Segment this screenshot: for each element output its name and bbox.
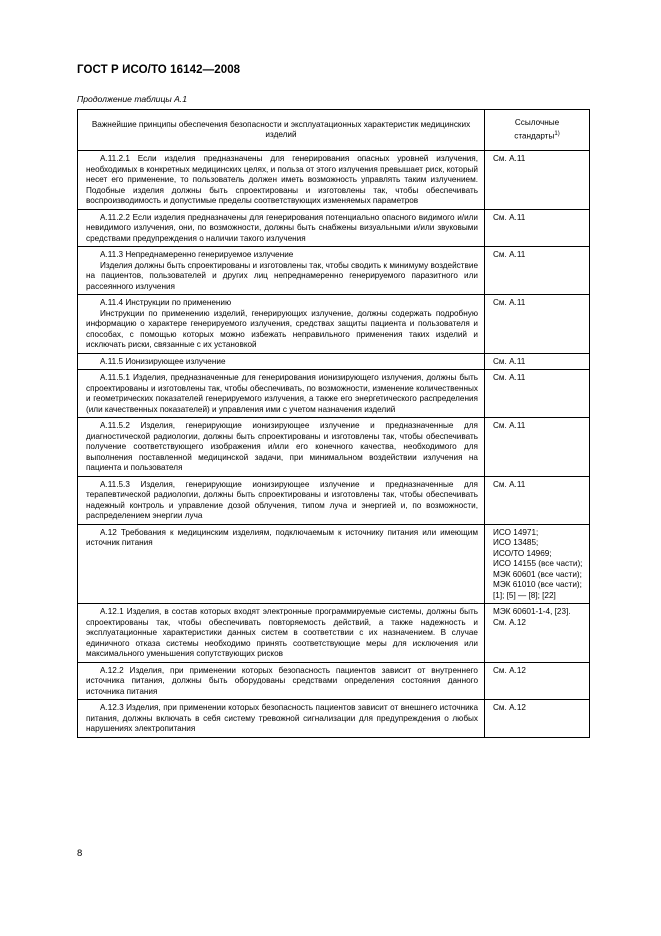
table-row — [78, 295, 590, 354]
reference-cell — [485, 353, 590, 370]
reference-cell — [485, 662, 590, 700]
header-references: Ссылочные стандарты$^{1)}$ — [485, 110, 590, 151]
reference-entry: ИСО 14155 (все части); — [493, 559, 583, 568]
reference-cell — [485, 476, 590, 524]
table-row — [78, 370, 590, 418]
requirement-paragraph: А.11.5.1 Изделия, предназначенные для генерирования ионизирующего излучения, должны быть спроектированы и изготовлены так, чтобы обеспечивать, по возможности, изменение количественных и геометрических показателей генерируемого излучения, а также его энергетического распределения (или качественных показателей) и управления ими с учетом назначения изделий — [86, 373, 478, 414]
reference-entry: См. А.11 — [493, 479, 526, 489]
header-principles: Важнейшие принципы обеспечения безопасности и эксплуатационных характеристик медицинских изделий — [78, 110, 485, 151]
table-row — [78, 604, 590, 663]
requirement-text-cell — [78, 662, 485, 700]
reference-entry: ИСО 14971; — [493, 527, 539, 537]
requirement-paragraph: А.11.4 Инструкции по применению — [100, 298, 232, 307]
page-number: 8 — [77, 848, 83, 859]
requirement-paragraph: А.11.2.1 Если изделия предназначены для генерирования опасных уровней излучения, необходимых в конкретных медицинских целях, и польза от этого излучения превышает риск, который несет его применение, то пользователь должен иметь возможность управлять таким излучением. Подобные изделия должны быть спроектированы и изготовлены так, чтобы обеспечивать воспроизводимость и допустимые пределы соответствующих изменяемых параметров — [86, 154, 478, 205]
table-row — [78, 247, 590, 295]
requirement-paragraph: А.11.2.2 Если изделия предназначены для генерирования потенциально опасного видимого и/или невидимого излучения, они, по возможности, должны быть снабжены визуальными и/или звуковыми средствами предупреждения о наличии такого излучения — [86, 212, 478, 243]
requirement-text-cell — [78, 151, 485, 210]
requirement-paragraph: Изделия должны быть спроектированы и изготовлены так, чтобы сводить к минимуму воздействие на пациентов, пользователей и других лиц непреднамеренно генерируемого паразитного или рассеянного излучения — [86, 260, 478, 291]
reference-cell — [485, 700, 590, 738]
table-row — [78, 476, 590, 524]
requirement-text-cell — [78, 604, 485, 663]
table-body — [78, 151, 590, 738]
reference-cell — [485, 604, 590, 663]
requirement-paragraph: А.11.3 Непреднамеренно генерируемое излучение — [100, 250, 294, 259]
reference-cell — [485, 524, 590, 604]
table-row — [78, 151, 590, 210]
reference-entry: См. А.12 — [493, 703, 526, 712]
requirement-paragraph: А.12.2 Изделия, при применении которых безопасность пациентов зависит от внутреннего источника питания, должны быть оборудованы средствами определения состояния данного источника питания — [86, 665, 478, 696]
requirement-text-cell — [78, 353, 485, 370]
table-row — [78, 418, 590, 477]
table-row — [78, 662, 590, 700]
requirement-text-cell — [78, 295, 485, 354]
reference-entry: МЭК 60601-1-4, [23]. — [493, 607, 571, 616]
table-row — [78, 524, 590, 604]
table-row — [78, 209, 590, 247]
requirement-paragraph: А.12.1 Изделия, в состав которых входят электронные программируемые системы, должны быть спроектированы так, чтобы обеспечивать повторяемость действий, а также надежность и эксплуатационные характеристики данных систем в соответствии с их назначением. В случае единичного отказа системы необходимо принять соответствующие меры для исключения или максимального уменьшения сопутствующих рисков — [86, 607, 478, 658]
reference-entry: [1]; [5] — [8]; [22] — [493, 590, 556, 600]
reference-entry: См. А.11 — [493, 373, 526, 382]
requirement-text-cell — [78, 700, 485, 738]
reference-entry: См. А.11 — [493, 212, 526, 222]
footnote-marker: 1) — [554, 130, 560, 137]
table-row — [78, 353, 590, 370]
reference-entry: См. А.11 — [493, 250, 526, 259]
reference-cell — [485, 370, 590, 418]
requirement-paragraph: А.11.5 Ионизирующее излучение — [100, 356, 226, 366]
table-row — [78, 700, 590, 738]
reference-entry: ИСО 13485; — [493, 538, 539, 547]
reference-entry: См. А.11 — [493, 421, 526, 430]
reference-entry: См. А.12 — [493, 617, 526, 627]
requirement-text-cell — [78, 209, 485, 247]
reference-entry: См. А.11 — [493, 356, 526, 366]
reference-entry: МЭК 61010 (все части); — [493, 580, 582, 589]
reference-entry: МЭК 60601 (все части); — [493, 569, 582, 579]
reference-entry: См. А.12 — [493, 665, 526, 675]
reference-entry: См. А.11 — [493, 298, 526, 307]
requirements-table — [77, 109, 590, 738]
requirement-text-cell — [78, 524, 485, 604]
requirement-text-cell — [78, 370, 485, 418]
requirement-text-cell — [78, 476, 485, 524]
requirement-text-cell — [78, 418, 485, 477]
document-title: ГОСТ Р ИСО/ТО 16142—2008 — [77, 64, 241, 76]
requirement-paragraph: А.11.5.3 Изделия, генерирующие ионизирующее излучение и предназначенные для терапевтической радиологии, должны быть спроектированы и изготовлены так, чтобы обеспечивать надежный контроль и управление дозой облучения, типом луча и энергией и, по возможности, распределением энергии луча — [86, 479, 478, 520]
table-header-row — [78, 110, 590, 151]
requirement-paragraph: А.12.3 Изделия, при применении которых безопасность пациентов зависит от внешнего источника питания, должны включать в себя систему тревожной сигнализации для предупреждения о любых нарушениях электропитания — [86, 703, 478, 733]
reference-cell — [485, 247, 590, 295]
requirement-paragraph: А.12 Требования к медицинским изделиям, подключаемым к источнику питания или имеющим источник питания — [86, 527, 478, 547]
reference-entry: См. А.11 — [493, 154, 526, 163]
requirement-paragraph: Инструкции по применению изделий, генерирующих излучение, должны содержать подробную информацию о характере генерируемого излучения, средствах защиты пациента и пользователя и способах, с помощью которых можно избежать неправильного применения таких изделий и исключать риски, связанные с их установкой — [86, 308, 478, 349]
reference-entry: ИСО/ТО 14969; — [493, 548, 552, 558]
reference-cell — [485, 418, 590, 477]
reference-cell — [485, 151, 590, 210]
table-caption: Продолжение таблицы А.1 — [77, 94, 187, 104]
reference-cell — [485, 209, 590, 247]
requirement-text-cell — [78, 247, 485, 295]
reference-cell — [485, 295, 590, 354]
requirement-paragraph: А.11.5.2 Изделия, генерирующие ионизирующее излучение и предназначенные для диагностической радиологии, должны быть спроектированы и изготовлены так, чтобы обеспечивать получение соответствующего изображения и/или его конечного качества, необходимого для выполнения поставленной медицинской задачи, при минимальном воздействии излучения на пациента и пользователя — [86, 421, 478, 472]
